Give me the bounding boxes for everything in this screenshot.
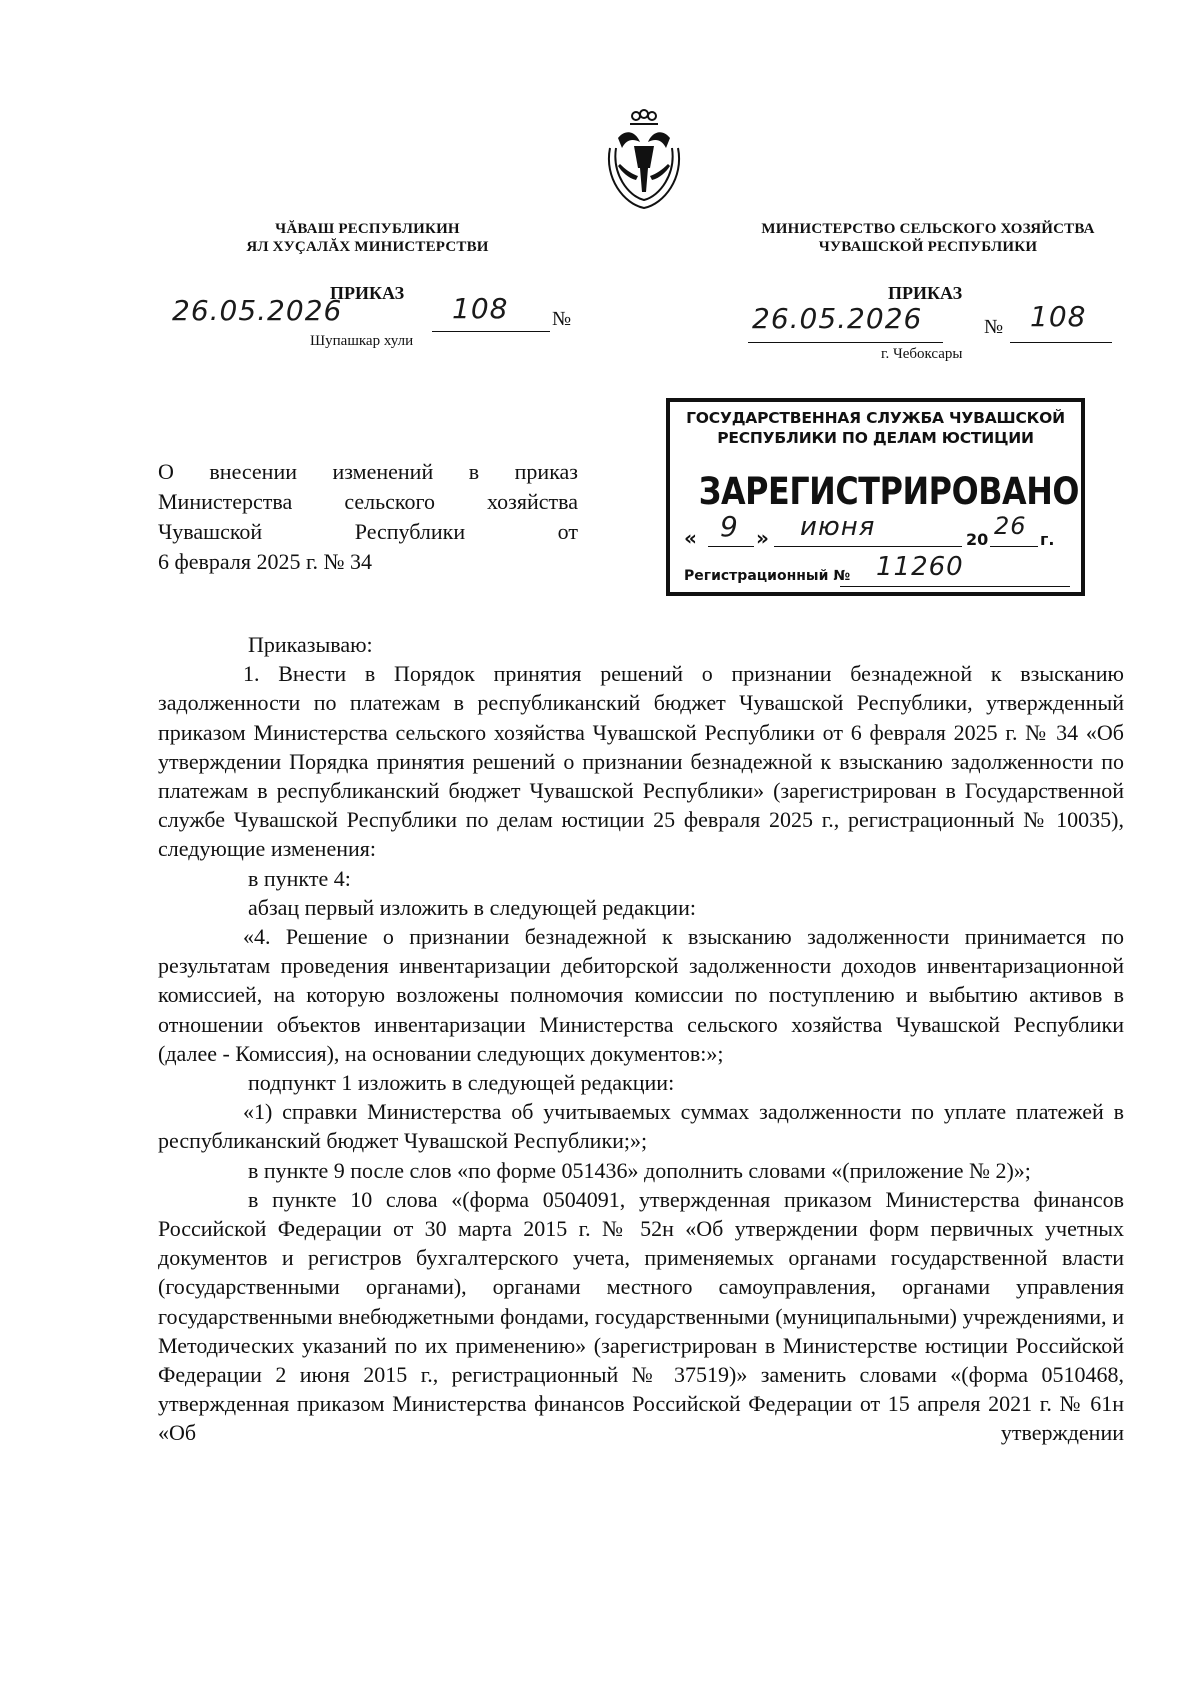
stamp-header xyxy=(670,408,1081,448)
stamp-year-suffix: г. xyxy=(1040,530,1055,549)
order-label-left: ПРИКАЗ xyxy=(330,283,405,303)
title-line4: 6 февраля 2025 г. № 34 xyxy=(158,549,372,574)
stamp-reg-label: Регистрационный № xyxy=(684,568,851,584)
header-left-line2: ЯЛ ХУÇАЛĂХ МИНИСТЕРСТВИ xyxy=(246,239,489,255)
body-paragraph-5: подпункт 1 изложить в следующей редакции: xyxy=(248,1070,675,1096)
order-number-right-handwritten: 108 xyxy=(1030,300,1087,333)
number-sign-right: № xyxy=(984,316,1004,338)
order-number-left-handwritten: 108 xyxy=(452,292,509,325)
stamp-month-handwritten: июня xyxy=(800,512,876,542)
order-number-left-underline xyxy=(432,331,550,332)
body-paragraph-7: в пункте 9 после слов «по форме 051436» дополнить словами «(приложение № 2)»; xyxy=(248,1157,1031,1183)
stamp-quote-close: » xyxy=(756,526,769,550)
header-right-line2: ЧУВАШСКОЙ РЕСПУБЛИКИ xyxy=(818,239,1038,255)
body-paragraph-3: абзац первый изложить в следующей редакции: xyxy=(248,894,696,920)
stamp-day-underline xyxy=(708,546,754,547)
body-paragraph-4: «4. Решение о признании безнадежной к взысканию задолженности принимается по результатам проведения инвентаризации дебиторской задолженности доходов инвентаризационной комиссией, на которую возложены полномочия комиссии по поступлению и выбытию активов в отношении объектов инвентаризации Министерства сельского хозяйства Чувашской Республики (далее - Комиссия), на основании следующих документов:»; xyxy=(158,924,1124,1066)
order-date-right-underline xyxy=(748,342,943,343)
order-number-right-underline xyxy=(1010,342,1112,343)
body-paragraph-6: «1) справки Министерства об учитываемых суммах задолженности по уплате платежей в республиканский бюджет Чувашской Республики;»; xyxy=(158,1099,1124,1154)
number-sign-left: № xyxy=(552,308,572,330)
title-line2: Министерства сельского хозяйства xyxy=(158,489,578,514)
stamp-reg-underline xyxy=(840,586,1070,587)
city-left: Шупашкар хули xyxy=(310,333,414,349)
header-right-title xyxy=(738,220,1118,256)
header-left-title xyxy=(225,220,510,256)
stamp-month-underline xyxy=(774,546,962,547)
body-paragraph-8: в пункте 10 слова «(форма 0504091, утвержденная приказом Министерства финансов Российской Федерации от 30 марта 2015 г. № 52н «Об утверждении форм первичных учетных документов и регистров бухгалтерского учета, применяемых органами государственной власти (государственными органами), органами местного самоуправления, органами управления государственными внебюджетными фондами, государственными (муниципальными) учреждениями, и Методических указаний по их применению» (зарегистрирован в Министерстве юстиции Российской Федерации 2 июня 2015 г., регистрационный № 37519)» заменить словами «(форма 0510468, утвержденная приказом Министерства финансов Российской Федерации от 15 апреля 2021 г. № 61н «Об утверждении xyxy=(158,1186,1124,1446)
header-left-line1: ЧĂВАШ РЕСПУБЛИКИН xyxy=(275,221,460,237)
stamp-year-underline xyxy=(990,546,1038,547)
stamp-line2: РЕСПУБЛИКИ ПО ДЕЛАМ ЮСТИЦИИ xyxy=(717,429,1034,447)
stamp-year-prefix: 20 xyxy=(966,530,989,549)
stamp-day-handwritten: 9 xyxy=(720,510,739,543)
header-right-line1: МИНИСТЕРСТВО СЕЛЬСКОГО ХОЗЯЙСТВА xyxy=(761,221,1095,237)
coat-of-arms-emblem xyxy=(596,108,692,212)
body-paragraph-0: Приказываю: xyxy=(248,632,373,657)
city-right: г. Чебоксары xyxy=(881,346,963,362)
stamp-line1: ГОСУДАРСТВЕННАЯ СЛУЖБА ЧУВАШСКОЙ xyxy=(686,409,1065,427)
title-line3: Чувашской Республики от xyxy=(158,519,578,544)
body-paragraph-2: в пункте 4: xyxy=(248,865,351,891)
stamp-registered: ЗАРЕГИСТРИРОВАНО xyxy=(698,470,1080,513)
order-date-left-handwritten: 26.05.2026 xyxy=(172,294,343,327)
order-label-right: ПРИКАЗ xyxy=(888,283,963,303)
document-body xyxy=(158,630,1124,1448)
document-title xyxy=(158,457,578,577)
stamp-reg-number-handwritten: 11260 xyxy=(876,552,964,582)
body-paragraph-1: 1. Внести в Порядок принятия решений о признании безнадежной к взысканию задолженности по платежам в республиканский бюджет Чувашской Республики, утвержденный приказом Министерства сельского хозяйства Чувашской Республики от 6 февраля 2025 г. № 34 «Об утверждении Порядка принятия решений о признании безнадежной к взысканию задолженности по платежам в республиканский бюджет Чувашской Республики» (зарегистрирован в Государственной службе Чувашской Республики по делам юстиции 25 февраля 2025 г., регистрационный № 10035), следующие изменения: xyxy=(158,661,1124,862)
stamp-year-handwritten: 26 xyxy=(994,512,1027,540)
stamp-quote-open: « xyxy=(684,526,697,550)
order-date-right-handwritten: 26.05.2026 xyxy=(752,302,923,335)
registration-stamp xyxy=(666,398,1085,596)
title-line1: О внесении изменений в приказ xyxy=(158,459,578,484)
